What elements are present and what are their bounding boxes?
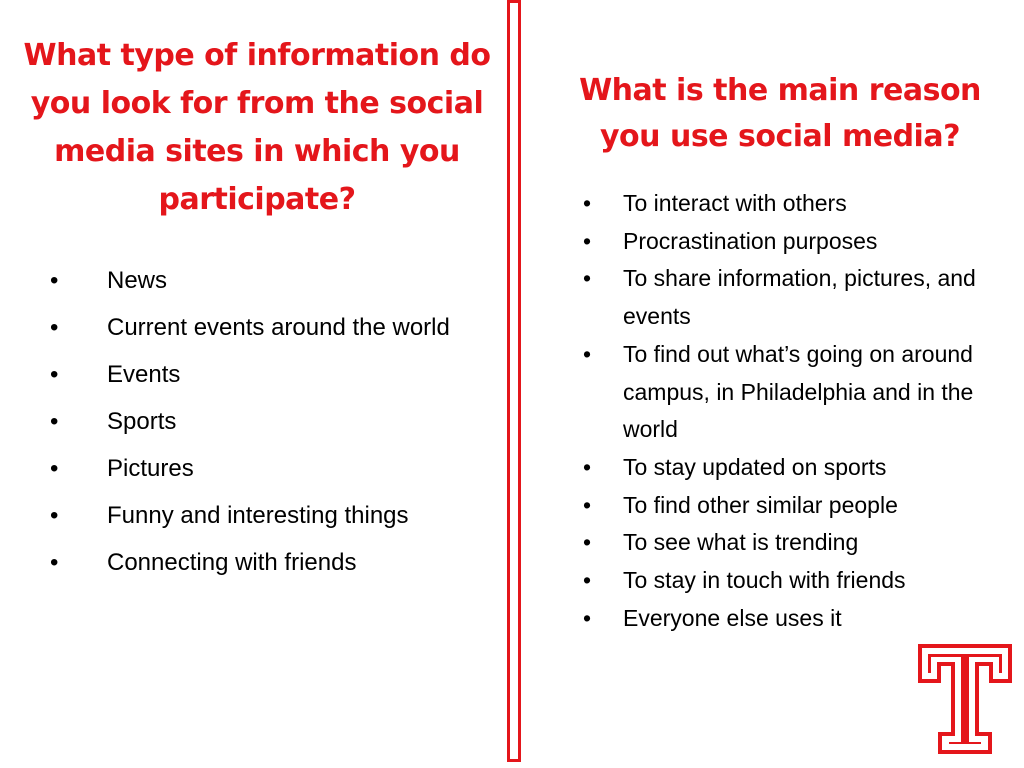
list-item	[50, 544, 495, 582]
vertical-divider	[507, 0, 521, 762]
list-item	[583, 185, 993, 223]
bullet-icon: •	[583, 340, 592, 367]
bullet-icon: •	[50, 408, 59, 435]
list-item	[583, 562, 993, 600]
bullet-icon: •	[583, 265, 592, 292]
left-answer-list	[50, 262, 495, 591]
list-item	[583, 223, 993, 261]
list-item	[583, 449, 993, 487]
list-item-text: To find out what’s going on around campus, in Philadelphia and in the world	[623, 340, 974, 443]
list-item-text: To find other similar people	[623, 491, 898, 518]
bullet-icon: •	[583, 604, 592, 631]
list-item-text: News	[107, 267, 168, 294]
list-item-text: Funny and interesting things	[107, 502, 409, 529]
list-item-text: To share information, pictures, and events	[623, 265, 976, 330]
list-item-text: Pictures	[107, 455, 194, 482]
list-item	[583, 336, 993, 449]
list-item	[583, 524, 993, 562]
list-item	[583, 600, 993, 638]
left-question-title: What type of information do you look for from the social media sites in which you participate?	[23, 38, 491, 217]
bullet-icon: •	[50, 361, 59, 388]
bullet-icon: •	[583, 190, 592, 216]
list-item	[50, 450, 495, 488]
bullet-icon: •	[50, 455, 59, 482]
list-item-text: Events	[107, 361, 181, 388]
list-item	[50, 262, 495, 300]
bullet-icon: •	[583, 491, 592, 518]
list-item-text: Current events around the world	[107, 314, 450, 341]
list-item-text: Procrastination purposes	[623, 227, 878, 254]
bullet-icon: •	[50, 267, 59, 294]
list-item	[50, 356, 495, 394]
bullet-icon: •	[50, 314, 59, 341]
list-item	[50, 309, 495, 347]
bullet-icon: •	[583, 227, 592, 254]
list-item	[583, 487, 993, 525]
list-item	[50, 403, 495, 441]
list-item-text: To stay in touch with friends	[623, 567, 906, 594]
list-item-text: Everyone else uses it	[623, 604, 842, 631]
list-item	[583, 260, 993, 335]
list-item-text: Connecting with friends	[107, 549, 357, 576]
list-item-text: To see what is trending	[623, 529, 859, 556]
right-answer-list	[583, 185, 993, 637]
list-item	[50, 497, 495, 535]
bullet-icon: •	[50, 502, 59, 529]
bullet-icon: •	[583, 453, 592, 480]
bullet-icon: •	[583, 529, 592, 556]
list-item-text: To interact with others	[623, 190, 847, 216]
bullet-icon: •	[50, 549, 59, 576]
list-item-text: To stay updated on sports	[623, 453, 887, 480]
temple-t-logo-icon	[917, 643, 1013, 755]
right-question-title: What is the main reason you use social media?	[579, 73, 981, 154]
list-item-text: Sports	[107, 408, 177, 435]
bullet-icon: •	[583, 567, 592, 594]
